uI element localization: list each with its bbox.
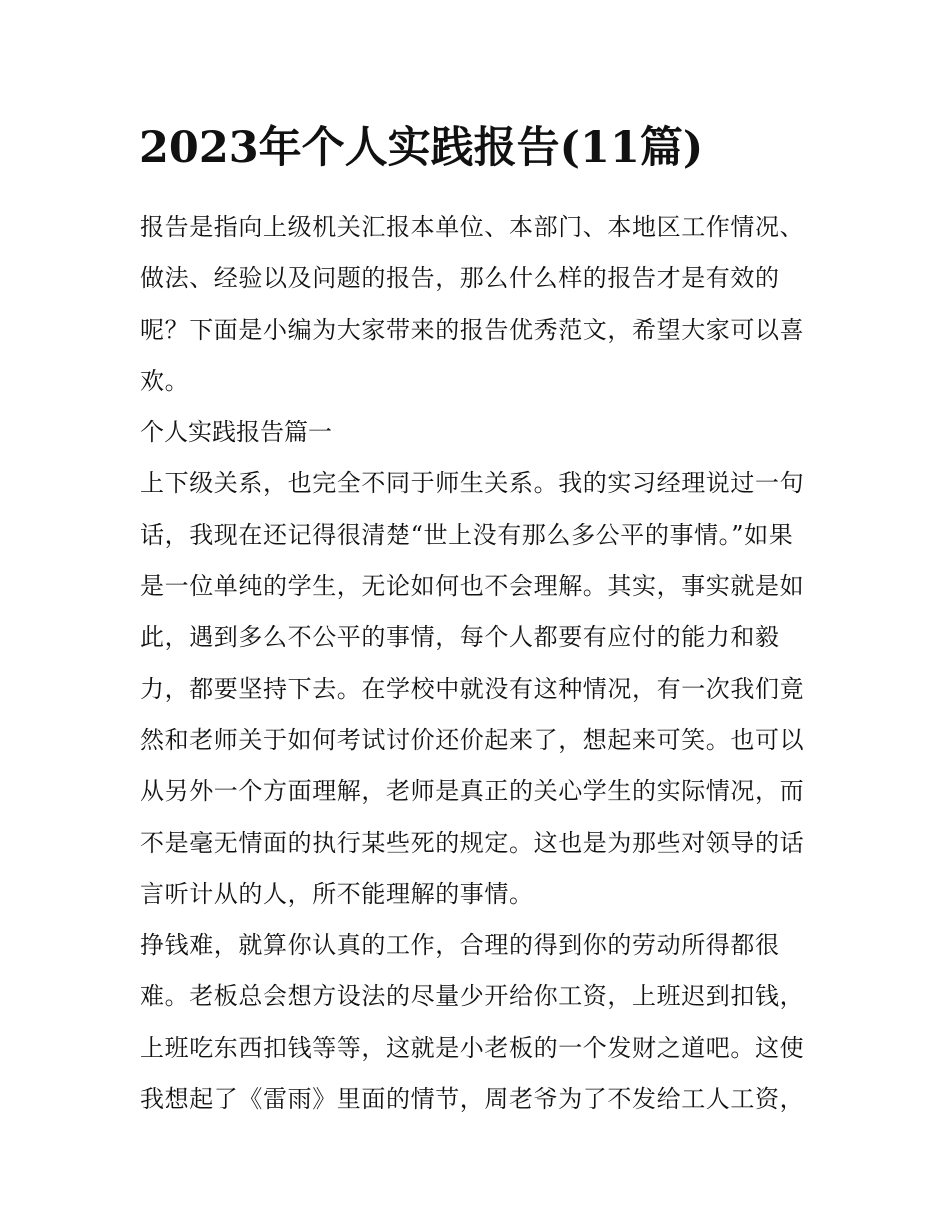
intro-paragraph: 报告是指向上级机关汇报本单位、本部门、本地区工作情况、做法、经验以及问题的报告，那么什么样的报告才是有效的呢？下面是小编为大家带来的报告优秀范文，希望大家可以喜欢。 bbox=[140, 213, 805, 395]
section-heading: 个人实践报告篇一 bbox=[140, 418, 332, 447]
document-title: 2023年个人实践报告(11篇) bbox=[139, 123, 704, 173]
document-body bbox=[140, 202, 812, 1125]
body-paragraph-1: 上下级关系，也完全不同于师生关系。我的实习经理说过一句话，我现在还记得很清楚“世上没有那么多公平的事情。”如果是一位单纯的学生，无论如何也不会理解。其实，事实就是如此，遇到多么不公平的事情，每个人都要有应付的能力和毅力，都要坚持下去。在学校中就没有这种情况，有一次我们竟然和老师关于如何考试讨价还价起来了，想起来可笑。也可以从另外一个方面理解，老师是真正的关心学生的实际情况，而不是毫无情面的执行某些死的规定。这也是为那些对领导的话言听计从的人，所不能理解的事情。 bbox=[140, 469, 805, 908]
body-paragraph-2: 挣钱难，就算你认真的工作，合理的得到你的劳动所得都很难。老板总会想方设法的尽量少开给你工资，上班迟到扣钱，上班吃东西扣钱等等，这就是小老板的一个发财之道吧。这使我想起了《雷雨》里面的情节，周老爷为了不发给工人工资， bbox=[140, 931, 805, 1114]
